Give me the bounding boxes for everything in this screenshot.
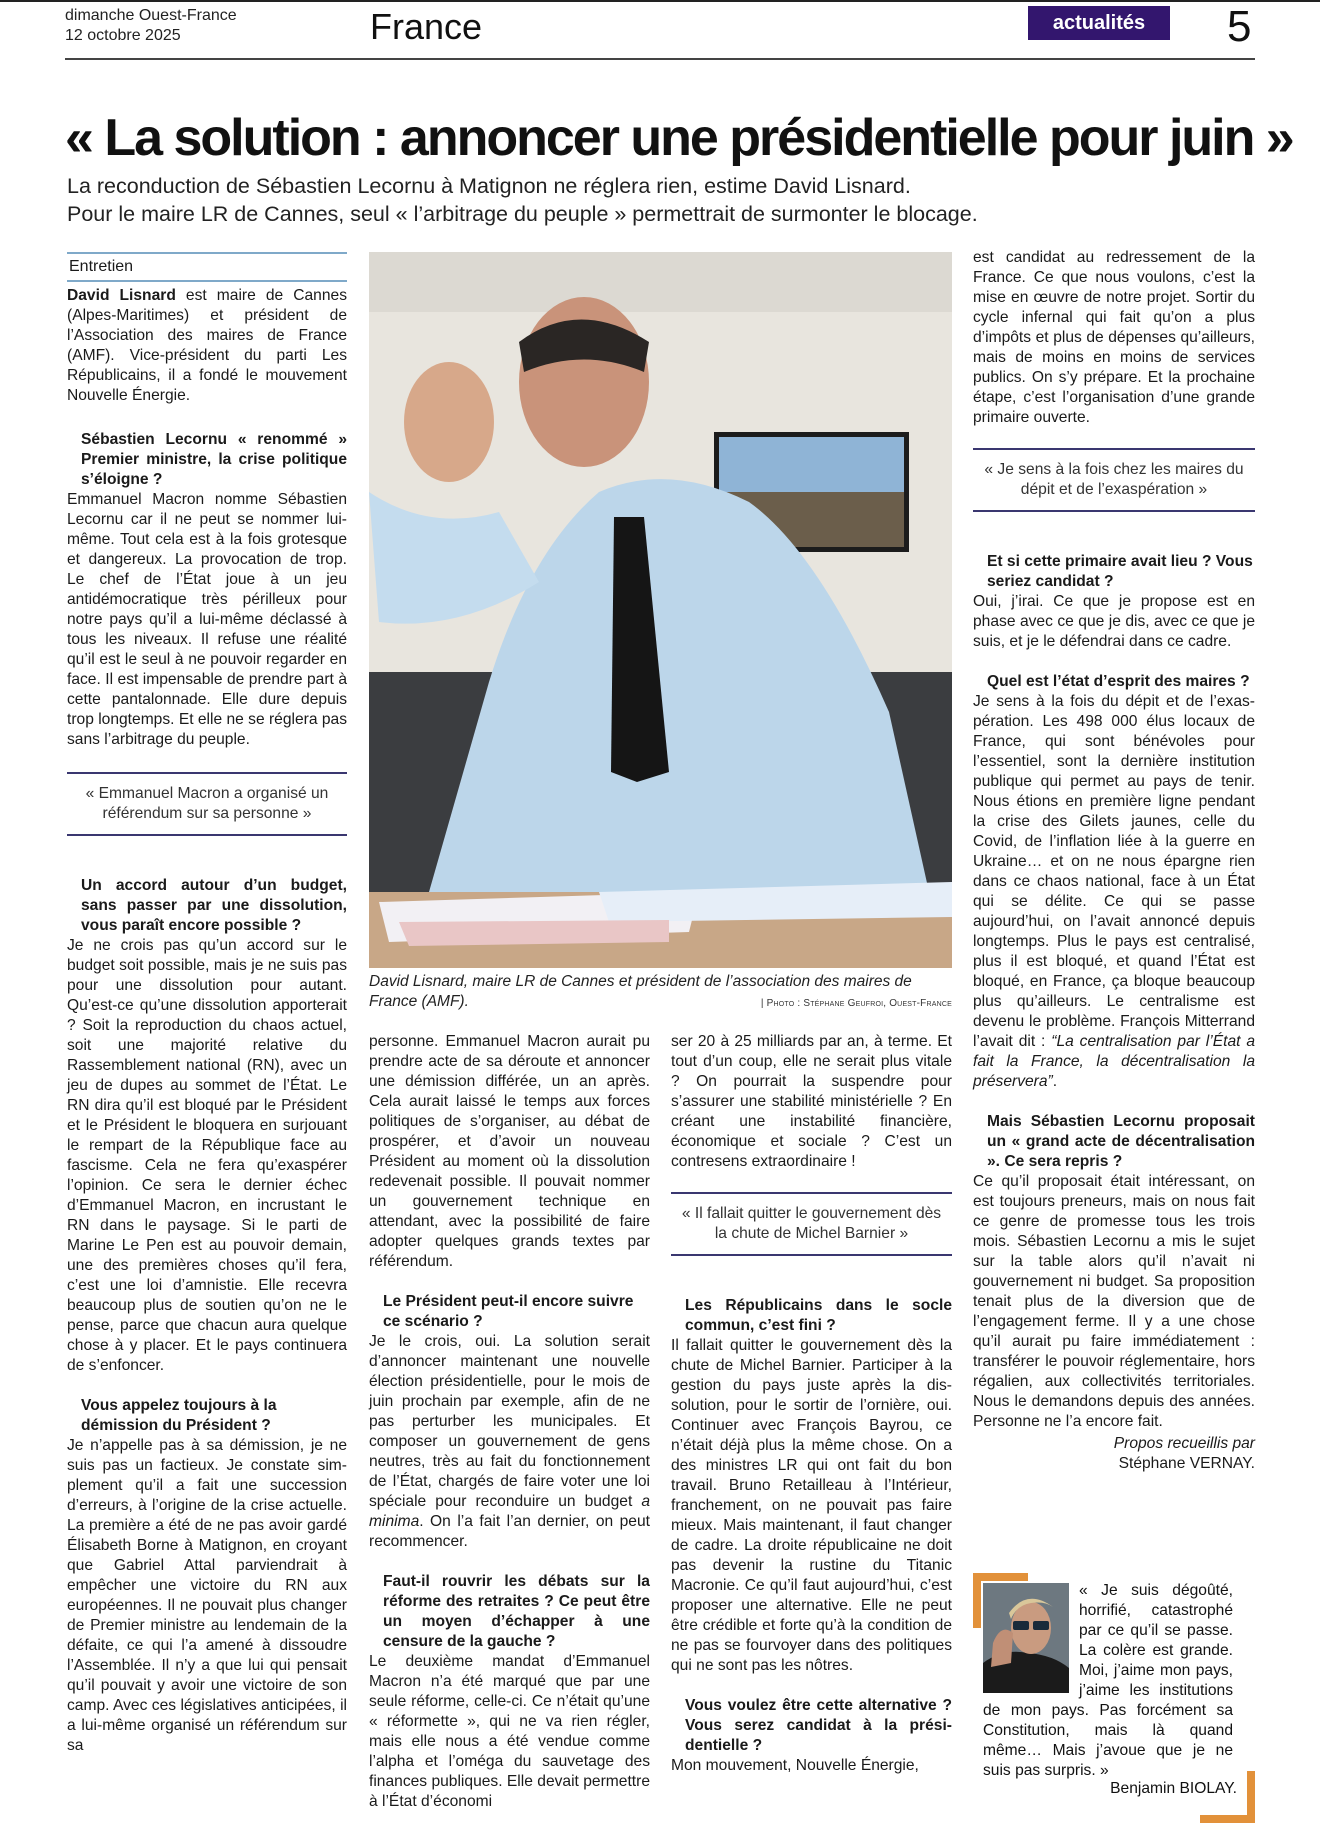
rubrique-label: Entretien: [67, 252, 347, 282]
edition-info: [65, 6, 237, 46]
section-title: France: [370, 6, 483, 47]
answer: Je le crois, oui. La solution serait d’annoncer maintenant une nouvelle élection présidentielle, pour le mois de juin prochain par exemple, afin de ne pas perturber les municipales. Et composer un gouvernement de gens neutres, très au fait du fonctionnement de l’État, chargés de faire voter une loi spéciale pour reconduire un budget a minima. On l’a fait l’an dernier, on peut recommencer.: [369, 1333, 650, 1550]
caption-text: David Lisnard, maire LR de Cannes et président de l’association des maires de France (AMF).: [369, 973, 912, 1010]
masthead: [65, 4, 1255, 60]
question: Vous appelez toujours à la démission du Président ?: [81, 1397, 277, 1434]
answer-continued: personne. Emmanuel Macron aurait pu prendre acte de sa déroute et annoncer une démission différée, un an après. Cela aurait laissé le temps aux forces politiques de s’organiser, au débat de prospérer, et d’avoir un nouveau Président au moment où la dissolution redevenait possible. Il pouvait nommer un gouvernement technique en attendant, avec la possibilité de faire adopter quelques grands textes par référendum.: [369, 1033, 650, 1270]
edition-date: 12 octobre 2025: [65, 27, 181, 44]
question: Les Républicains dans le socle commun, c’est fini ?: [685, 1297, 952, 1334]
top-rule: [0, 0, 1320, 2]
column-3: [671, 1032, 952, 1776]
photo-caption: [369, 972, 952, 1016]
answer-continued: est candidat au redressement de la France. Ce que nous voulons, c’est la mise en œuvre de notre projet. Sortir du cycle infernal qui fait qu’on a plus d’impôts et plus de dépenses qu’ailleurs, mais de moins en moins de services publics. On s’y prépare. Et la prochaine étape, c’est l’organisation d’une grande primaire ouverte.: [973, 249, 1255, 426]
standfirst: [67, 172, 1267, 228]
answer: Mon mouvement, Nouvelle Énergie,: [671, 1757, 919, 1774]
intro-paragraph: David Lisnard est maire de Cannes (Alpes-Maritimes) et président de l’Association des maires de France (AMF). Vice-président du parti Les Républicains, il a fondé le mouvement Nouvelle Énergie.: [67, 287, 348, 404]
byline: [973, 1434, 1255, 1474]
byline-author: Stéphane VERNAY.: [1118, 1455, 1255, 1472]
byline-label: Propos recueillis par: [1113, 1435, 1255, 1452]
paper-name: dimanche Ouest-France: [65, 7, 237, 24]
sidebar-quote-text: « Je suis dégoûté, horrifié, catastrophé par ce qu’il se passe. La colère est grande. Moi, j’aime mon pays, j’aime les institutions de mon pays. Pas forcément sa Constitution, mais là quand même… Mais j’avoue que je ne suis pas surpris. »: [983, 1582, 1233, 1779]
question: Un accord autour d’un budget, sans passer par une dissolution, vous paraît encore possible ?: [81, 877, 347, 934]
article-photo: [369, 252, 952, 968]
answer: Il fallait quitter le gouvernement dès la chute de Michel Barnier. Participer à la gestion du pays juste après la dissolution, pour le sortir de l’ornière, oui. Continuer avec François Bayrou, ce n’était déjà plus la même chose. On a des ministres LR qui ont fait du bon travail. Bruno Retailleau à l’Intérieur, franchement, on ne pouvait pas faire mieux. Mais maintenant, il faut changer de cadre. La droite républicaine ne doit pas devenir la rustine du Titanic Macronie. Ce qu’il faut aujourd’hui, c’est proposer une alternative. Elle ne peut être crédible et forte qu’à la condition de ne pas se fourvoyer dans des politiques qui ne sont pas les nôtres.: [671, 1337, 952, 1674]
standfirst-line: Pour le maire LR de Cannes, seul « l’arbitrage du peuple » permettrait de surmonter le blocage.: [67, 202, 978, 226]
photo-credit: | Photo : Stéphane Geufroi, Ouest-France: [760, 998, 952, 1009]
answer: Le deuxième mandat d’Emmanuel Macron n’a été marqué que par une seule réforme, celle-ci. Ce n’était qu’une « réformette », qui ne va rien régler, mais elle nous a été vendue comme l’alpha et l’oméga du sauvetage des finances publiques. Elle devait permettre à l’État d’économi: [369, 1653, 650, 1810]
standfirst-line: La reconduction de Sébastien Lecornu à Matignon ne réglera rien, estime David Lisnard.: [67, 174, 911, 198]
question: Sébastien Lecornu « renommé » Premier ministre, la crise politique s’éloigne ?: [81, 431, 347, 488]
answer: Ce qu’il proposait était intéressant, on est toujours preneurs, mais on nous fait ce genre de promesse tous les trois mois. Sébastien Lecornu a mis le sujet sur la table alors qu’il n’avait ni gouvernement ni budget. Sa proposition tenait plus de la diversion que de l’engagement ferme. Il y a une chose qu’il aurait pu faire immédiatement : transférer le pouvoir réglementaire, hors régalien, aux collectivités territoriales. Nous le demandons depuis des années. Personne ne l’a encore fait.: [973, 1173, 1255, 1430]
rubric-badge: actualités: [1028, 6, 1170, 40]
photo-illustration: [369, 252, 952, 968]
sidebar-quote-author: Benjamin BIOLAY.: [1110, 1780, 1237, 1797]
answer: Je n’appelle pas à sa démission, je ne suis pas un factieux. Je constate simplement qu’il a fait une succession d’erreurs, à l’origine de la crise actuelle. La première a été de ne pas avoir gardé Élisabeth Borne à Matignon, en croyant que Gabriel Attal parviendrait à empêcher une victoire du RN aux européennes. Il ne pouvait plus changer de Premier ministre au lendemain de la défaite, ce qui l’a amené à dissoudre l’Assemblée. Il n’y a que lui qui pensait qu’il pouvait y avoir une victoire de son camp. Avec ces législatives anticipées, il a lui-même organisé un référendum sur sa: [67, 1437, 347, 1754]
page-number: 5: [1227, 2, 1252, 51]
answer: Je ne crois pas qu’un accord sur le budget soit possible, mais je ne suis pas pour une dissolution pour autant. Qu’est-ce qu’une dissolution apporterait ? Soit la reproduction du chaos actuel, soit une majorité relative du Rassemblement national (RN), avec un jeu de dupes au sommet de l’État. Le RN dira qu’il est bloqué par le Président et le Président le bloquera en surjouant le rempart de la République face au fascisme. Cela ne fera qu’exaspérer l’opinion. Ce sera le dernier échec d’Emmanuel Macron, en incrustant le RN dans le paysage. Si le parti de Marine Le Pen est au pouvoir demain, une des premières choses qu’il fera, c’est une loi d’amnistie. Elle recevra beaucoup plus de soutien qu’on ne le pense, parce que chacun aura quelque chose à y placer. Et le pays continuera de s’enfoncer.: [67, 937, 347, 1374]
column-1: [67, 252, 347, 1756]
question: Le Président peut-il encore suivre ce scénario ?: [383, 1293, 634, 1330]
question: Faut-il rouvrir les débats sur la réforme des retraites ? Ce peut être un moyen d’échapper à une censure de la gauche ?: [383, 1573, 650, 1650]
question: Et si cette primaire avait lieu ? Vous seriez candidat ?: [987, 553, 1253, 590]
answer: Je sens à la fois du dépit et de l’exaspération. Les 498 000 élus locaux de France, qui sont bénévoles pour l’essentiel, sont la dernière institution publique qui permet au pays de tenir. Nous étions en première ligne pendant la crise des Gilets jaunes, celle du Covid, de l’inflation liée à la guerre en Ukraine… et on ne nous épargne rien dans ce chaos national, face à un État qui se délite. Ce qui se passe aujourd’hui, on l’avait annoncé depuis longtemps. Plus le pays est centralisé, plus il est bloqué, et quand l’État est bloqué, en France, ça bloque beaucoup plus qu’ailleurs. Le centralisme est devenu le problème. François Mitterrand l’avait dit : “La centralisation par l’État a fait la France, la décentralisation la préservera”.: [973, 693, 1256, 1090]
answer-continued: ser 20 à 25 milliards par an, à terme. Et tout d’un coup, elle ne serait plus vitale ? On pourrait la suspendre pour s’assurer une stabilité ministérielle ? En créant une instabilité financière, économique et sociale ? C’est un contresens extraordinaire !: [671, 1033, 952, 1170]
pull-quote: « Je sens à la fois chez les maires du dépit et de l’exaspération »: [973, 448, 1255, 512]
column-2: [369, 1032, 650, 1812]
pull-quote: « Emmanuel Macron a organisé un référendum sur sa personne »: [67, 772, 347, 836]
question: Mais Sébastien Lecornu proposait un « grand acte de décentralisation ». Ce sera repris ?: [987, 1113, 1255, 1170]
answer: Emmanuel Macron nomme Sébastien Lecornu car il ne peut se nommer lui-même. Tout cela est à la fois grotesque et dangereux. La provocation de trop. Le chef de l’État joue à un jeu antidémocratique très périlleux pour notre pays qu’il a lui-même déclassé à tous les niveaux. Il refuse une réalité qu’il est le seul à ne pouvoir regarder en face. Il est impensable de prendre part à cette pantalonnade. Elle dure depuis trop longtemps. Et elle ne se réglera pas sans l’arbitrage du peuple.: [67, 491, 347, 748]
pull-quote: « Il fallait quitter le gouvernement dès la chute de Michel Barnier »: [671, 1192, 952, 1256]
headline: « La solution : annoncer une présidentielle pour juin »: [65, 109, 1293, 167]
question: Quel est l’état d’esprit des maires ?: [987, 673, 1250, 690]
sidebar-quote-box: [973, 1573, 1255, 1823]
column-4: [973, 248, 1255, 1474]
question: Vous voulez être cette alternative ? Vous serez candidat à la présidentielle ?: [685, 1697, 952, 1754]
interviewee-name: David Lisnard: [67, 287, 176, 304]
answer: Oui, j’irai. Ce que je propose est en phase avec ce que je dis, avec ce que je suis, et je le défendrai dans ce cadre.: [973, 593, 1255, 650]
